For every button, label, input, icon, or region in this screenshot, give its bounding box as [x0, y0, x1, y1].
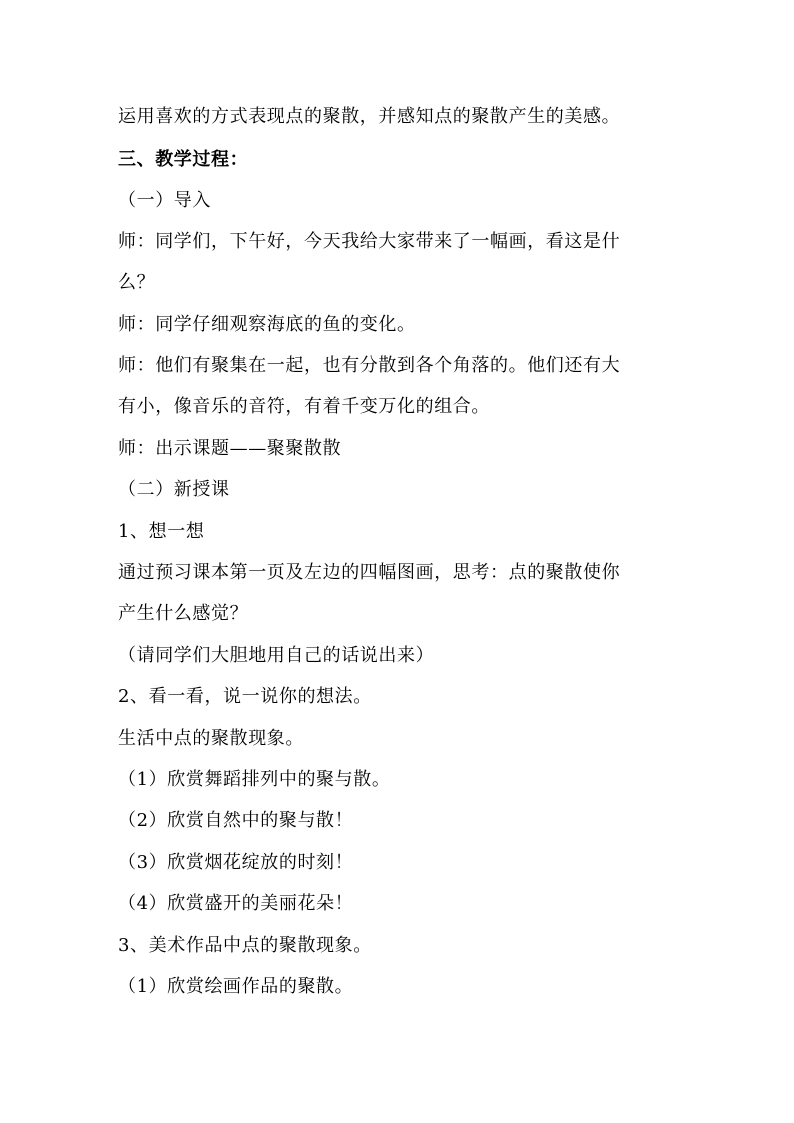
- list-item-2: （2）欣赏自然中的聚与散！: [118, 810, 354, 831]
- step-1-heading: 1、想一想: [118, 521, 205, 542]
- list-item-4: （4）欣赏盛开的美丽花朵！: [118, 893, 354, 914]
- teacher-line-3-continued: 有小，像音乐的音符，有着千变万化的组合。: [118, 396, 490, 417]
- step-1-text-continued: 产生什么感觉？: [118, 603, 249, 624]
- teacher-line-3: 师：他们有聚集在一起，也有分散到各个角落的。他们还有大: [118, 355, 621, 376]
- step-2-text: 生活中点的聚散现象。: [118, 728, 304, 749]
- objective-text: 运用喜欢的方式表现点的聚散，并感知点的聚散产生的美感。: [118, 106, 621, 127]
- teacher-line-4: 师：出示课题——聚聚散散: [118, 438, 342, 459]
- teacher-line-1-continued: 么？: [118, 272, 156, 293]
- subheading-introduction: （一）导入: [118, 190, 211, 211]
- teacher-line-2: 师：同学仔细观察海底的鱼的变化。: [118, 314, 416, 335]
- step-3-list-item-1: （1）欣赏绘画作品的聚散。: [118, 976, 354, 997]
- list-item-3: （3）欣赏烟花绽放的时刻！: [118, 852, 354, 873]
- list-item-1: （1）欣赏舞蹈排列中的聚与散。: [118, 769, 391, 790]
- section-heading-teaching-process: 三、教学过程：: [118, 149, 249, 170]
- teacher-line-1: 师：同学们，下午好，今天我给大家带来了一幅画，看这是什: [118, 231, 621, 252]
- subheading-new-lesson: （二）新授课: [118, 479, 230, 500]
- step-1-text: 通过预习课本第一页及左边的四幅图画，思考：点的聚散使你: [118, 562, 621, 583]
- step-2-heading: 2、看一看，说一说你的想法。: [118, 686, 372, 707]
- step-3-heading: 3、美术作品中点的聚散现象。: [118, 935, 372, 956]
- step-1-note: （请同学们大胆地用自己的话说出来）: [118, 645, 435, 666]
